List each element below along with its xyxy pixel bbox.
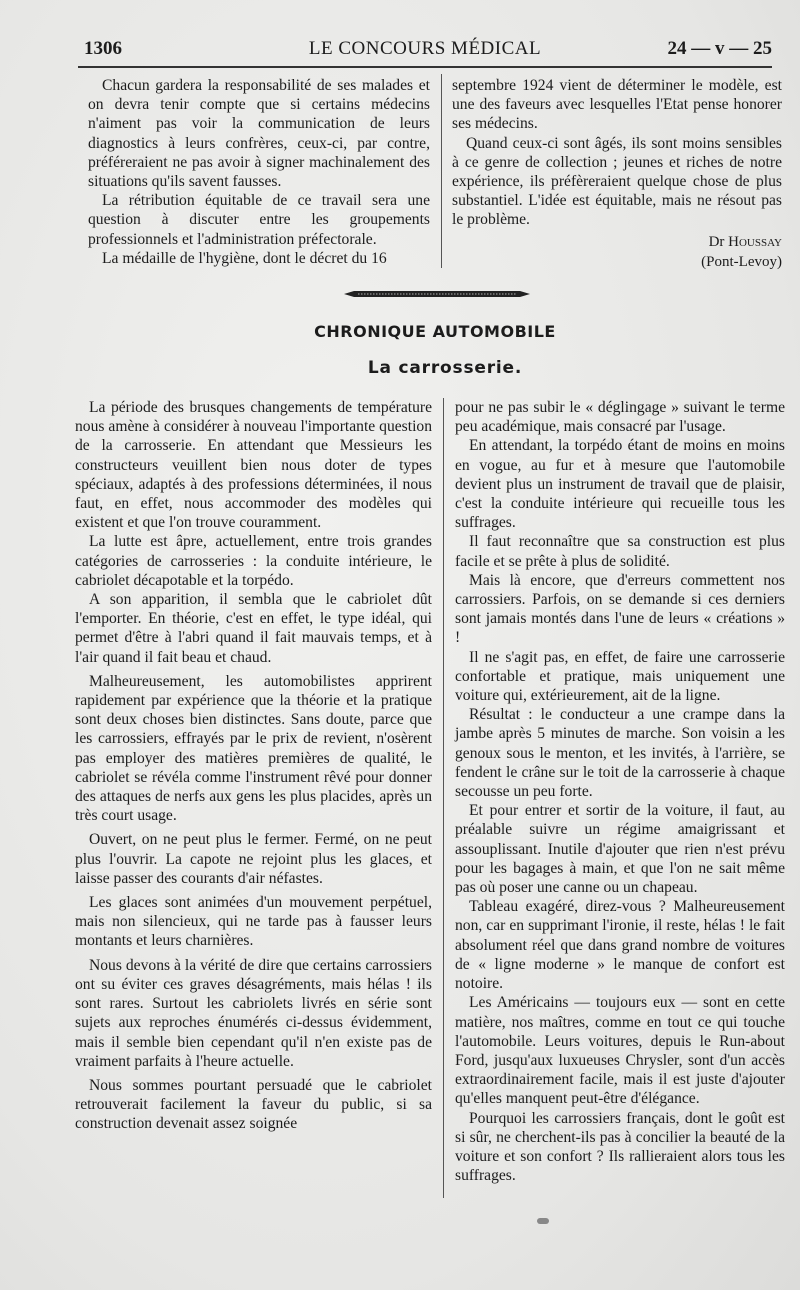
paragraph: La médaille de l'hygiène, dont le décret du 16 xyxy=(102,249,387,267)
running-header xyxy=(78,36,772,66)
paragraph: En attendant, la torpédo étant de moins en moins en vogue, au fur et à mesure que l'automobile devient plus un instrument de travail que de plaisir, c'est la conduite intérieure qui recueille tous les suffrages. xyxy=(455,437,785,532)
paragraph: Il faut reconnaître que sa construction est plus facile et se prête à plus de solidité. xyxy=(455,533,785,570)
section-title: CHRONIQUE AUTOMOBILE xyxy=(314,322,556,341)
print-speck xyxy=(537,1218,549,1224)
article-title: La carrosserie. xyxy=(367,358,523,378)
paragraph: Il ne s'agit pas, en effet, de faire une carrosserie confortable et pratique, mais uniquement une voiture qui, extérieurement, ait de la ligne. xyxy=(455,648,785,705)
paragraph: Pourquoi les carrossiers français, dont le goût est si sûr, ne cherchent-ils pas à concilier la beauté de la voiture et son confort ? Ils rallieraient alors tous les suffrages. xyxy=(455,1109,785,1185)
paragraph: Tableau exagéré, direz-vous ? Malheureusement non, car en supprimant l'ironie, il reste, hélas ! le fait absolument réel que dans grand nombre de voitures de « ligne moderne » le manque de confort est notoire. xyxy=(455,898,785,993)
paragraph: La période des brusques changements de température nous amène à considérer à nouveau l'importante question de la carrosserie. En attendant que Messieurs les constructeurs veuillent bien nous doter de types spéciaux, adaptés à des professions déterminées, il nous faut, en effet, nous accommoder des modèles qui existent et que l'on trouve couramment. xyxy=(75,399,432,532)
issue-date: 24 — v — 25 xyxy=(667,38,772,59)
header-rule xyxy=(78,66,772,68)
paragraph: Mais là encore, que d'erreurs commettent nos carrossiers. Parfois, on se demande si ces derniers sont jamais montés dans l'une de leurs « créations » ! xyxy=(455,571,785,647)
top-left-column xyxy=(88,76,430,268)
signature-title: Dr xyxy=(708,233,725,250)
paragraph: La rétribution équitable de ce travail sera une question à discuter entre les groupements professionnels et l'administration préfectorale. xyxy=(88,192,430,248)
paragraph: Chacun gardera la responsabilité de ses malades et on devra tenir compte que si certains médecins n'aiment pas voir la communication de leurs diagnostics à leurs confrères, ceux-ci, par contre, préféreraient ne pas avoir à signer machinalement des situations qu'ils savent fausses. xyxy=(88,77,430,191)
paragraph: Les glaces sont animées d'un mouvement perpétuel, mais non silencieux, qui ne tarde pas à fausser leurs montants et leurs charnières. xyxy=(75,894,432,950)
signature-place: (Pont-Levoy) xyxy=(701,253,782,270)
paragraph: Ouvert, on ne peut plus le fermer. Fermé, on ne peut plus l'ouvrir. La capote ne rejoint plus les glaces, et laisse passer des courants d'air néfastes. xyxy=(75,831,432,887)
paragraph: Nous sommes pourtant persuadé que le cabriolet retrouverait facilement la faveur du public, si sa construction devenait assez soignée xyxy=(75,1076,432,1133)
article-right-column xyxy=(455,398,785,1185)
journal-title: LE CONCOURS MÉDICAL xyxy=(308,38,542,59)
ornamental-divider xyxy=(344,290,530,298)
page-number: 1306 xyxy=(84,38,122,59)
paragraph: Résultat : le conducteur a une crampe dans la jambe après 5 minutes de marche. Son voisin a les genoux sous le menton, et les invités, à l'arrière, se fendent le crâne sur le toit de la carrosserie à chaque secousse un peu forte. xyxy=(455,706,785,801)
paragraph: pour ne pas subir le « déglingage » suivant le terme peu académique, mais consacré par l'usage. xyxy=(455,399,785,436)
paragraph: A son apparition, il sembla que le cabriolet dût l'emporter. En théorie, c'est en effet, le type idéal, qui permet d'être à l'abri quand il fait mauvais temps, et à l'air quand il fait beau et chaud. xyxy=(75,591,432,666)
paragraph: Nous devons à la vérité de dire que certains carrossiers ont su éviter ces graves désagréments, mais hélas ! ils sont rares. Surtout les cabriolets livrés en série sont sujets aux reproches énumérés ci-dessus évidemment, mais il semble bien cependant qu'il n'en existe pas de vraiment parfaits à l'heure actuelle. xyxy=(75,956,432,1070)
signature xyxy=(452,232,782,272)
signature-name: Houssay xyxy=(728,233,782,250)
paragraph: Et pour entrer et sortir de la voiture, il faut, au préalable suivre un régime amaigrissant et assouplissant. Inutile d'ajouter que rien n'est prévu pour les bagages à main, et que l'on ne sait même pas où poser une canne ou un chapeau. xyxy=(455,802,785,897)
top-right-column xyxy=(452,76,782,272)
paragraph: Quand ceux-ci sont âgés, ils sont moins sensibles à ce genre de collection ; jeunes et riches de notre expérience, ils préfèreraient quelque chose de plus substantiel. L'idée est équitable, mais ne résout pas le problème. xyxy=(452,134,782,229)
column-divider xyxy=(441,74,442,268)
paragraph: septembre 1924 vient de déterminer le modèle, est une des faveurs avec lesquelles l'Etat pense honorer ses médecins. xyxy=(452,77,782,133)
column-divider xyxy=(443,398,444,1198)
paragraph: Malheureusement, les automobilistes apprirent rapidement par expérience que la théorie et la pratique sont deux choses bien distinctes. Sans doute, parce que les carrossiers, effrayés par le prix de revient, n'osèrent pas employer des matières premières de qualité, le cabriolet se révéla comme l'instrument rêvé pour donner des attaques de nerfs aux gens les plus placides, après un très court usage. xyxy=(75,672,432,825)
paragraph: Les Américains — toujours eux — sont en cette matière, nos maîtres, comme en tout ce qui touche l'automobile. Leurs voitures, depuis le Run-about Ford, jusqu'aux luxueuses Chrysler, sont d'un accès extraordinairement facile, mais il est juste d'ajouter qu'elles manquent peut-être d'élégance. xyxy=(455,994,785,1108)
article-left-column xyxy=(75,398,432,1134)
paragraph: La lutte est âpre, actuellement, entre trois grandes catégories de carrosseries : la conduite intérieure, le cabriolet décapotable et la torpédo. xyxy=(75,533,432,589)
